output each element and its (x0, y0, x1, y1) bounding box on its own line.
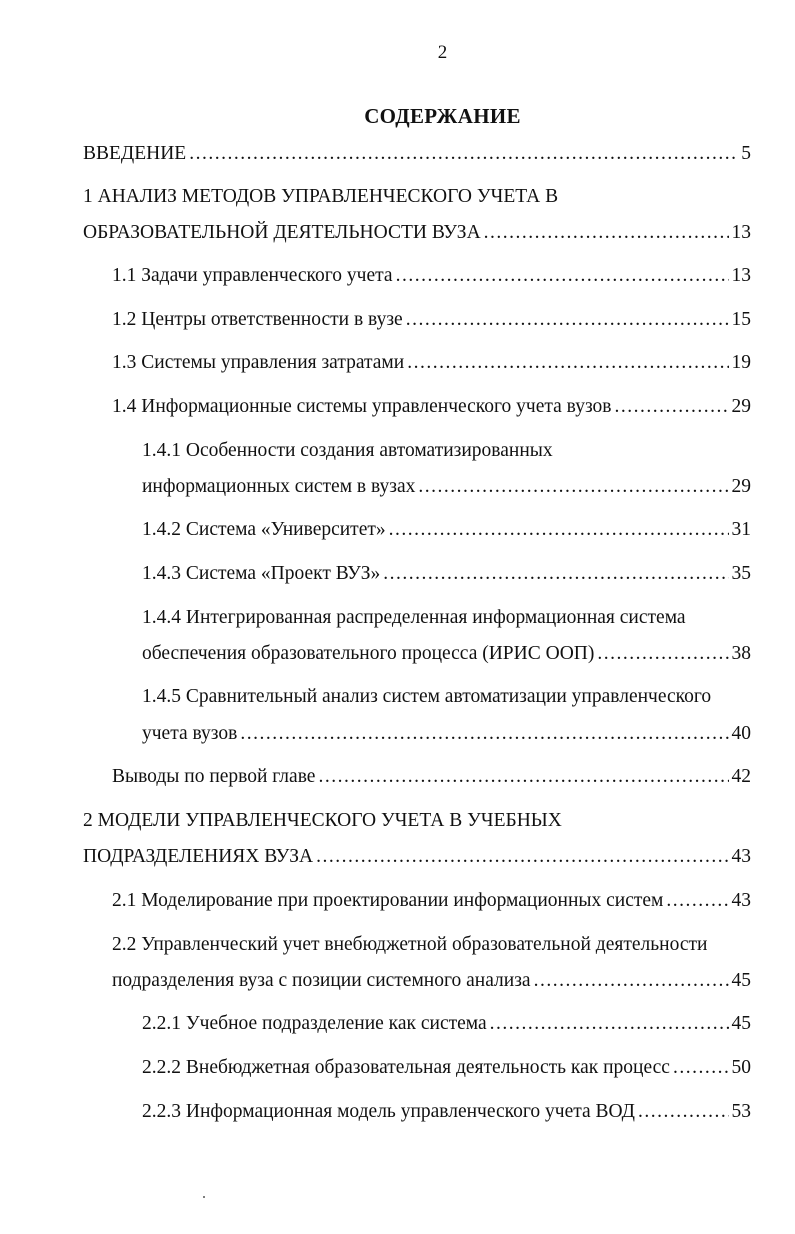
scan-speck (203, 1196, 205, 1198)
toc-entry-1-4 (112, 396, 751, 424)
toc-leader-dots (597, 643, 728, 665)
toc-entry-label: обеспечения образовательного процесса (ИРИС ООП) (142, 643, 595, 664)
toc-entry-label: ПОДРАЗДЕЛЕНИЯХ ВУЗА (83, 846, 314, 867)
toc-entry-label: 2.2.1 Учебное подразделение как система (142, 1013, 487, 1034)
toc-entry-label: 2.2.3 Информационная модель управленческого учета ВОД (142, 1101, 635, 1122)
toc-leader-dots (615, 396, 729, 418)
toc-entry-chapter-2-line1: 2 МОДЕЛИ УПРАВЛЕНЧЕСКОГО УЧЕТА В УЧЕБНЫХ (83, 810, 562, 831)
toc-entry-label: 1.4.2 Система «Университет» (142, 519, 386, 540)
toc-entry-page: 29 (731, 396, 751, 417)
toc-entry-2-2-1 (142, 1013, 751, 1041)
toc-leader-dots (407, 352, 728, 374)
toc-entry-page: 35 (731, 563, 751, 584)
toc-entry-label: подразделения вуза с позиции системного анализа (112, 970, 531, 991)
toc-leader-dots (396, 265, 729, 287)
toc-entry-1-1 (112, 265, 751, 293)
toc-entry-label: информационных систем в вузах (142, 476, 416, 497)
toc-entry-2-1 (112, 890, 751, 918)
toc-leader-dots (406, 309, 729, 331)
toc-entry-page: 53 (731, 1101, 751, 1122)
toc-entry-label: 1.3 Системы управления затратами (112, 352, 405, 373)
toc-entry-label: 1.4 Информационные системы управленческого учета вузов (112, 396, 612, 417)
toc-entry-page: 19 (731, 352, 751, 373)
toc-entry-label: Выводы по первой главе (112, 766, 316, 787)
toc-entry-page: 40 (731, 723, 751, 744)
toc-entry-page: 15 (731, 309, 751, 330)
toc-entry-label: 1.4.3 Система «Проект ВУЗ» (142, 563, 381, 584)
toc-entry-page: 45 (731, 970, 751, 991)
toc-leader-dots (389, 519, 729, 541)
toc-leader-dots (383, 563, 728, 585)
toc-entry-2-2-line1: 2.2 Управленческий учет внебюджетной образовательной деятельности (112, 934, 708, 955)
page-number: 2 (437, 42, 448, 63)
toc-title: СОДЕРЖАНИЕ (364, 104, 521, 128)
toc-entry-1-3 (112, 352, 751, 380)
toc-leader-dots (189, 143, 738, 165)
toc-entry-page: 13 (731, 265, 751, 286)
toc-entry-page: 45 (731, 1013, 751, 1034)
toc-entry-chapter-2 (83, 846, 751, 874)
toc-entry-chapter-1-line1: 1 АНАЛИЗ МЕТОДОВ УПРАВЛЕНЧЕСКОГО УЧЕТА В (83, 186, 559, 207)
toc-entry-page: 29 (731, 476, 751, 497)
toc-entry-label: ОБРАЗОВАТЕЛЬНОЙ ДЕЯТЕЛЬНОСТИ ВУЗА (83, 222, 481, 243)
toc-entry-page: 5 (741, 143, 751, 164)
toc-leader-dots (534, 970, 729, 992)
toc-entry-1-4-3 (142, 563, 751, 591)
toc-entry-2-2-2 (142, 1057, 751, 1085)
toc-leader-dots (638, 1101, 729, 1123)
toc-entry-page: 42 (731, 766, 751, 787)
toc-entry-label: 1.1 Задачи управленческого учета (112, 265, 393, 286)
toc-entry-1-4-1 (142, 476, 751, 504)
toc-entry-1-4-5 (142, 723, 751, 751)
toc-entry-page: 43 (731, 846, 751, 867)
toc-entry-label: 2.2.2 Внебюджетная образовательная деятельность как процесс (142, 1057, 670, 1078)
toc-leader-dots (490, 1013, 729, 1035)
toc-entry-2-2-3 (142, 1101, 751, 1129)
toc-leader-dots (316, 846, 728, 868)
toc-entry-label: учета вузов (142, 723, 238, 744)
toc-entry-1-4-1-line1: 1.4.1 Особенности создания автоматизированных (142, 440, 553, 461)
toc-entry-page: 38 (731, 643, 751, 664)
toc-entry-2-2 (112, 970, 751, 998)
toc-entry-1-4-5-line1: 1.4.5 Сравнительный анализ систем автоматизации управленческого (142, 686, 712, 707)
toc-leader-dots (240, 723, 728, 745)
toc-entry-page: 43 (731, 890, 751, 911)
toc-leader-dots (318, 766, 728, 788)
toc-entry-1-4-4-line1: 1.4.4 Интегрированная распределенная информационная система (142, 607, 686, 628)
toc-entry-page: 50 (731, 1057, 751, 1078)
toc-entry-label: 1.2 Центры ответственности в вузе (112, 309, 403, 330)
toc-leader-dots (418, 476, 728, 498)
toc-entry-label: ВВЕДЕНИЕ (83, 143, 187, 164)
toc-entry-page: 31 (731, 519, 751, 540)
toc-leader-dots (484, 222, 729, 244)
toc-entry-chapter-1-conclusions (112, 766, 751, 794)
toc-entry-page: 13 (731, 222, 751, 243)
toc-entry-1-4-4 (142, 643, 751, 671)
toc-entry-1-2 (112, 309, 751, 337)
toc-leader-dots (666, 890, 728, 912)
toc-entry-1-4-2 (142, 519, 751, 547)
toc-entry-label: 2.1 Моделирование при проектировании информационных систем (112, 890, 664, 911)
toc-leader-dots (673, 1057, 729, 1079)
toc-entry-introduction (83, 143, 751, 171)
toc-entry-chapter-1 (83, 222, 751, 250)
